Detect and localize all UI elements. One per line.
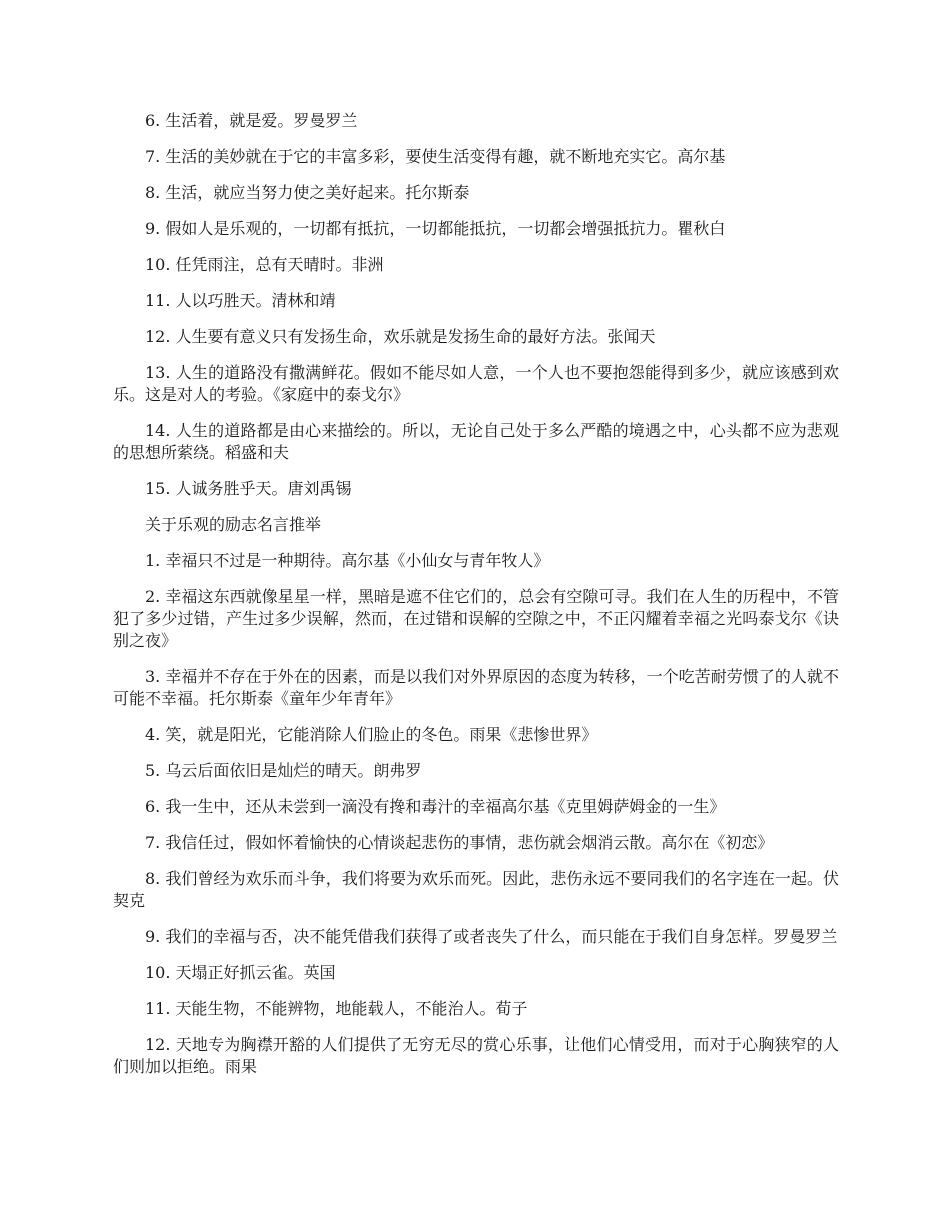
paragraph: 11. 人以巧胜天。清林和靖 [145, 291, 336, 310]
paragraph: 9. 假如人是乐观的，一切都有抵抗，一切都能抵抗，一切都会增强抵抗力。瞿秋白 [145, 219, 726, 238]
paragraph: 7. 我信任过，假如怀着愉快的心情谈起悲伤的事情，悲伤就会烟消云散。高尔在《初恋》 [145, 833, 774, 852]
paragraph: 11. 天能生物，不能辨物，地能载人，不能治人。荀子 [145, 999, 528, 1018]
paragraph: 2. 幸福这东西就像星星一样，黑暗是遮不住它们的，总会有空隙可寻。我们在人生的历程中，不管犯了多少过错，产生过多少误解，然而，在过错和误解的空隙之中，不正闪耀着幸福之光吗泰戈尔《诀别之夜》 [113, 587, 839, 650]
document-body [113, 110, 839, 1092]
paragraph: 1. 幸福只不过是一种期待。高尔基《小仙女与青年牧人》 [145, 551, 550, 570]
paragraph: 6. 生活着，就是爱。罗曼罗兰 [145, 111, 358, 130]
paragraph: 12. 天地专为胸襟开豁的人们提供了无穷无尽的赏心乐事，让他们心情受用，而对于心胸狭窄的人们则加以拒绝。雨果 [113, 1035, 839, 1076]
paragraph: 4. 笑，就是阳光，它能消除人们脸止的冬色。雨果《悲惨世界》 [145, 725, 598, 744]
section-heading: 关于乐观的励志名言推举 [145, 515, 322, 534]
paragraph: 13. 人生的道路没有撒满鲜花。假如不能尽如人意，一个人也不要抱怨能得到多少，就应该感到欢乐。这是对人的考验。《家庭中的泰戈尔》 [113, 363, 839, 404]
paragraph: 14. 人生的道路都是由心来描绘的。所以，无论自己处于多么严酷的境遇之中，心头都不应为悲观的思想所萦绕。稻盛和夫 [113, 421, 839, 462]
paragraph: 8. 生活，就应当努力使之美好起来。托尔斯泰 [145, 183, 470, 202]
paragraph: 9. 我们的幸福与否，决不能凭借我们获得了或者丧失了什么，而只能在于我们自身怎样。罗曼罗兰 [145, 927, 838, 946]
paragraph: 3. 幸福并不存在于外在的因素，而是以我们对外界原因的态度为转移，一个吃苦耐劳惯了的人就不可能不幸福。托尔斯泰《童年少年青年》 [113, 667, 839, 708]
paragraph: 10. 任凭雨注，总有天晴时。非洲 [145, 255, 384, 274]
paragraph: 7. 生活的美妙就在于它的丰富多彩，要使生活变得有趣，就不断地充实它。高尔基 [145, 147, 726, 166]
paragraph: 5. 乌云后面依旧是灿烂的晴天。朗弗罗 [145, 761, 422, 780]
paragraph: 10. 天塌正好抓云雀。英国 [145, 963, 336, 982]
paragraph: 15. 人诚务胜乎天。唐刘禹锡 [145, 479, 352, 498]
paragraph: 12. 人生要有意义只有发扬生命，欢乐就是发扬生命的最好方法。张闻天 [145, 327, 656, 346]
paragraph: 8. 我们曾经为欢乐而斗争，我们将要为欢乐而死。因此，悲伤永远不要同我们的名字连在一起。伏契克 [113, 869, 839, 910]
paragraph: 6. 我一生中，还从未尝到一滴没有搀和毒汁的幸福高尔基《克里姆萨姆金的一生》 [145, 797, 726, 816]
